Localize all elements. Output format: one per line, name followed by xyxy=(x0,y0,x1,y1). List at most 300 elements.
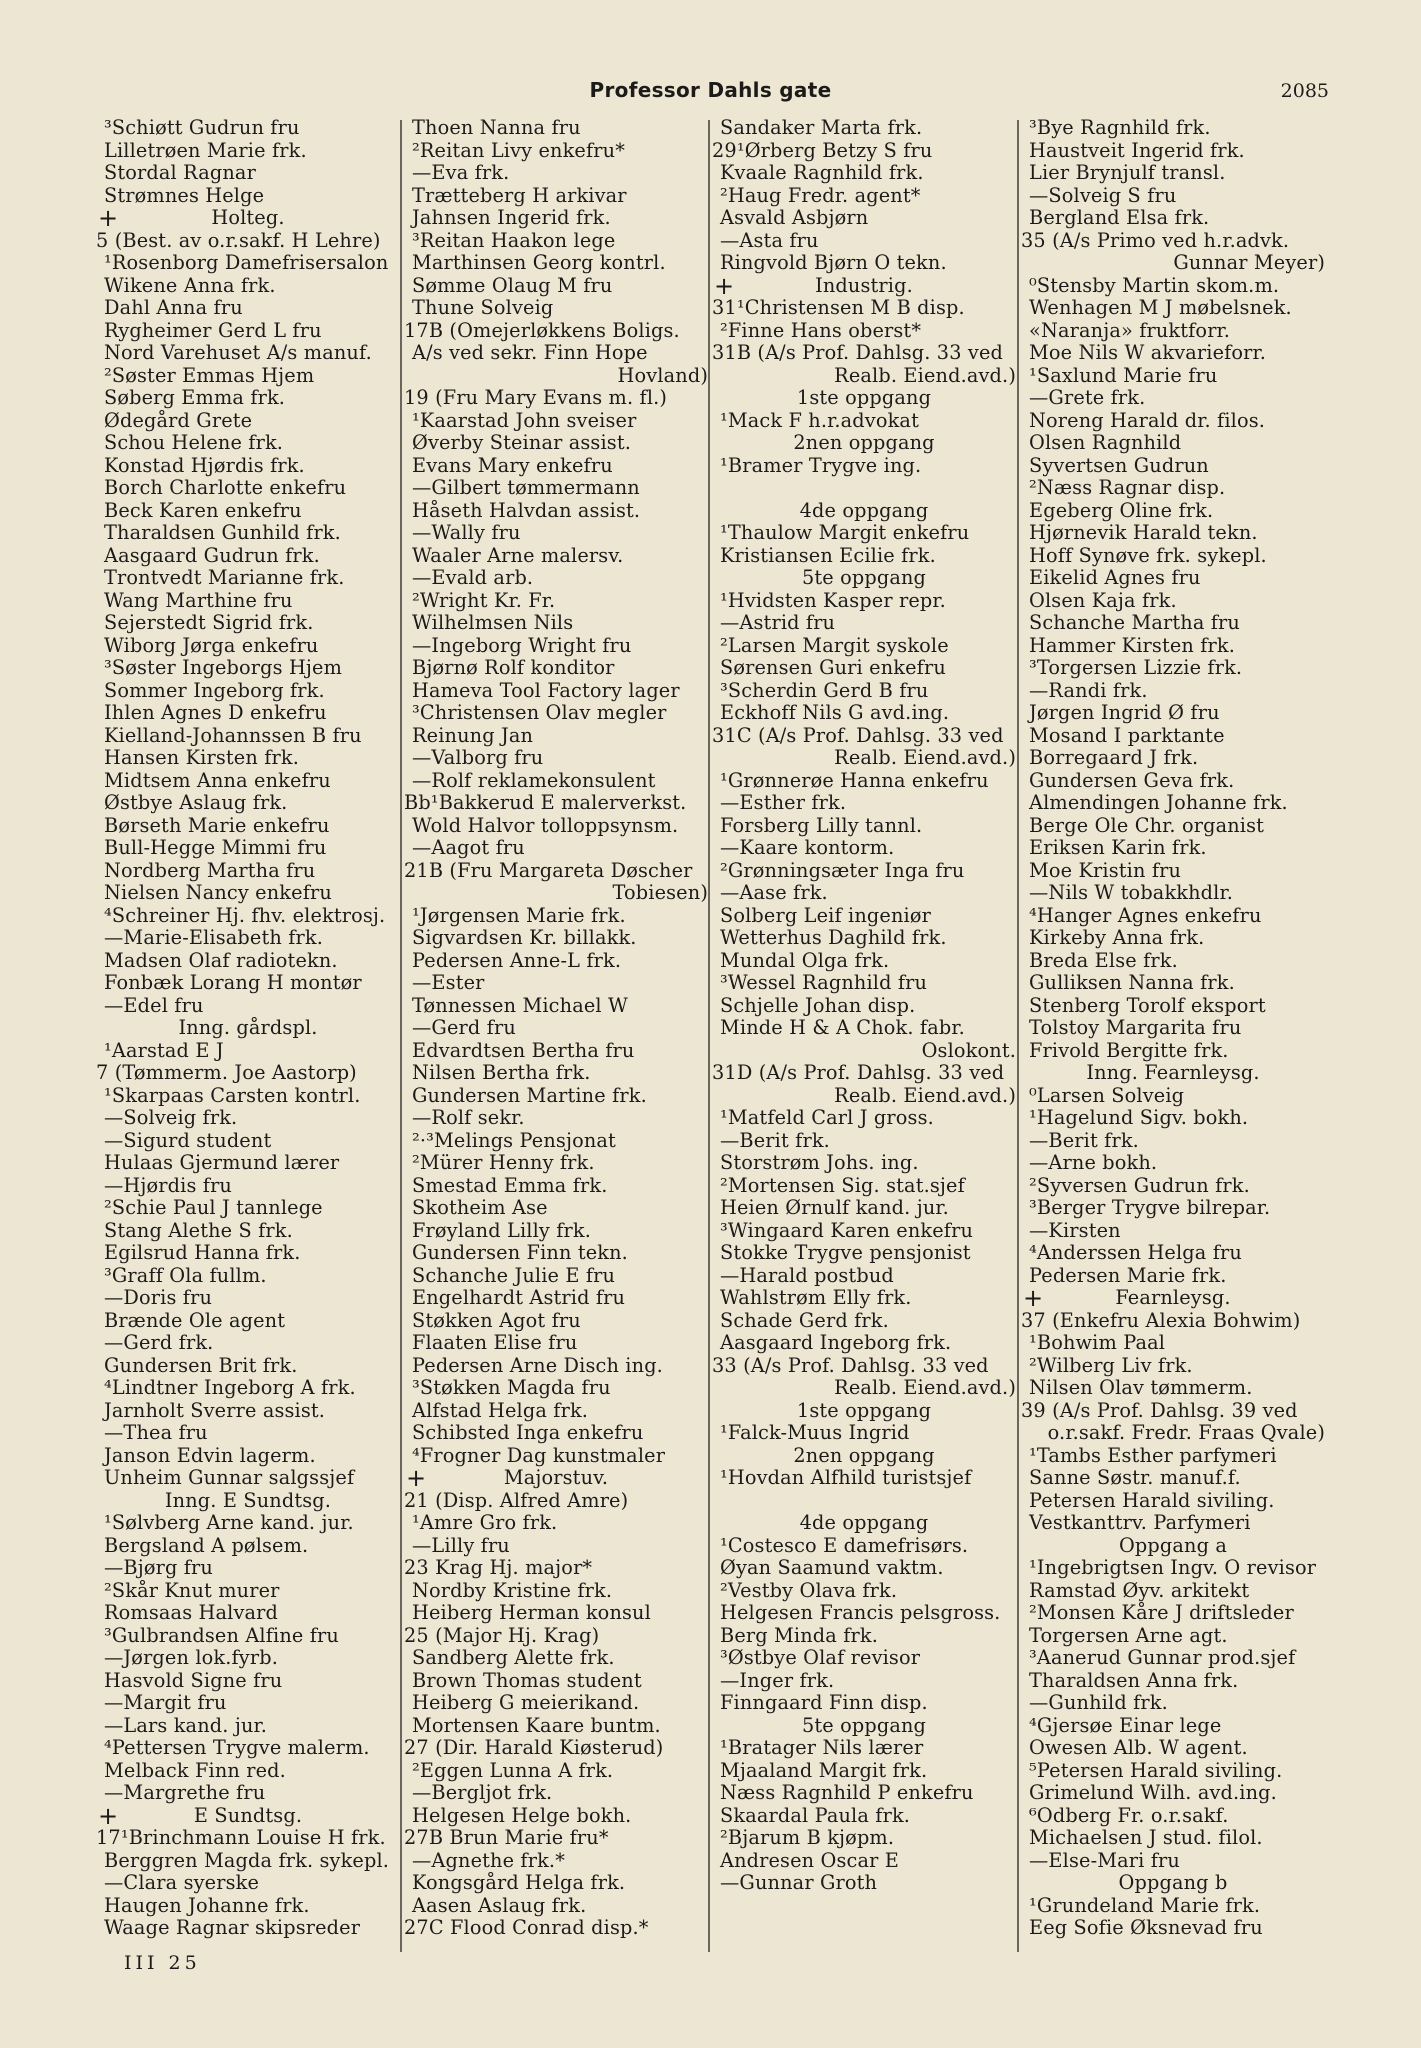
directory-entry: Frøyland Lilly frk. xyxy=(412,1219,591,1242)
directory-entry: Øverby Steinar assist. xyxy=(412,432,632,454)
entry-continuation: Realb. Eiend.avd.) xyxy=(834,1377,1016,1399)
directory-entry: Gundersen Martine frk. xyxy=(412,1084,647,1107)
directory-entry: —Lars kand. jur. xyxy=(104,1714,268,1737)
directory-entry: ²Schie Paul J tannlege xyxy=(104,1197,323,1219)
directory-entry: Haugen Johanne frk. xyxy=(104,1894,310,1917)
directory-entry: Pedersen Marie frk. xyxy=(1029,1264,1227,1287)
directory-entry: ¹Thaulow Margit enkefru xyxy=(720,522,970,544)
directory-entry: ¹Sølvberg Arne kand. jur. xyxy=(104,1512,354,1534)
directory-entry: ³Aanerud Gunnar prod.sjef xyxy=(1029,1647,1296,1669)
directory-entry: Bjørnø Rolf konditor xyxy=(412,657,615,679)
directory-entry: ¹Bratager Nils lærer xyxy=(720,1737,924,1759)
directory-entry: Schanche Julie E fru xyxy=(412,1264,616,1287)
directory-entry: Berge Ole Chr. organist xyxy=(1029,814,1265,837)
directory-entry: —Evald arb. xyxy=(412,567,534,589)
street-number-entry: 25 (Major Hj. Krag) xyxy=(404,1624,600,1647)
directory-entry: —Marie-Elisabeth frk. xyxy=(104,927,323,949)
entry-continuation: Realb. Eiend.avd.) xyxy=(834,1084,1016,1107)
directory-entry: Sandberg Alette frk. xyxy=(412,1647,615,1669)
directory-entry: ²Wilberg Liv frk. xyxy=(1029,1354,1193,1377)
directory-entry: ²Grønningsæter Inga fru xyxy=(720,859,965,882)
directory-entry: Søberg Emma frk. xyxy=(104,387,286,409)
directory-entry: Midtsem Anna enkefru xyxy=(104,769,331,792)
directory-entry: Wikene Anna frk. xyxy=(104,274,276,297)
directory-entry: ³Bye Ragnhild frk. xyxy=(1029,117,1211,139)
entry-continuation: Realb. Eiend.avd.) xyxy=(834,364,1016,387)
directory-entry: Trætteberg H arkivar xyxy=(412,184,627,207)
street-number-entry: 31¹Christensen M B disp. xyxy=(712,297,965,319)
directory-entry: Heien Ørnulf kand. jur. xyxy=(720,1197,949,1219)
street-number-entry: 5 (Best. av o.r.sakf. H Lehre) xyxy=(96,229,381,252)
directory-entry: —Valborg fru xyxy=(412,747,544,769)
directory-entry: Tønnessen Michael W xyxy=(412,994,628,1017)
directory-entry: Breda Else frk. xyxy=(1029,949,1178,972)
directory-entry: —Gerd frk. xyxy=(104,1332,214,1354)
directory-entry: Edvardtsen Bertha fru xyxy=(412,1039,635,1062)
directory-entry: Aasen Aslaug frk. xyxy=(412,1894,587,1917)
directory-entry: Ødegård Grete xyxy=(104,409,253,432)
directory-entry: ²Mortensen Sig. stat.sjef xyxy=(720,1174,965,1197)
directory-entry: —Ingeborg Wright fru xyxy=(412,634,632,657)
cross-street-icon: + xyxy=(714,274,735,297)
directory-entry: ¹Hagelund Sigv. bokh. xyxy=(1029,1107,1249,1129)
directory-entry: Romsaas Halvard xyxy=(104,1602,278,1624)
street-number-entry: 31B (A/s Prof. Dahlsg. 33 ved xyxy=(712,342,1003,364)
directory-column-2 xyxy=(404,117,708,1947)
directory-entry: —Bjørg fru xyxy=(104,1557,213,1579)
directory-entry: Berg Minda frk. xyxy=(720,1624,878,1647)
directory-entry: Olsen Kaja frk. xyxy=(1029,589,1177,612)
directory-entry: Rygheimer Gerd L fru xyxy=(104,319,322,342)
directory-entry: Sømme Olaug M fru xyxy=(412,274,613,297)
directory-entry: Sanne Søstr. manuf.f. xyxy=(1029,1467,1241,1489)
directory-entry: Egeberg Oline frk. xyxy=(1029,499,1214,522)
directory-entry: —Solveig S fru xyxy=(1029,184,1177,207)
directory-entry: Mjaaland Margit frk. xyxy=(720,1759,928,1782)
directory-entry: Hansen Kirsten frk. xyxy=(104,747,299,769)
directory-entry: Stordal Ragnar xyxy=(104,162,256,184)
directory-entry: —Kirsten xyxy=(1029,1219,1121,1242)
directory-entry: Aasgaard Ingeborg frk. xyxy=(720,1332,952,1354)
directory-entry: Frivold Bergitte frk. xyxy=(1029,1039,1229,1062)
directory-entry: Trontvedt Marianne frk. xyxy=(104,567,345,589)
directory-entry: Sigvardsen Kr. billakk. xyxy=(412,927,637,949)
directory-entry: Strømnes Helge xyxy=(104,184,265,207)
directory-entry: Nordberg Martha fru xyxy=(104,859,316,882)
directory-entry: ²Skår Knut murer xyxy=(104,1579,280,1602)
directory-entry: Mortensen Kaare buntm. xyxy=(412,1714,661,1737)
directory-entry: Eeg Sofie Øksnevad fru xyxy=(1029,1917,1263,1939)
directory-entry: Michaelsen J stud. filol. xyxy=(1029,1827,1263,1849)
directory-entry: —Harald postbud xyxy=(720,1264,894,1287)
directory-entry: —Rolf sekr. xyxy=(412,1107,525,1129)
directory-entry: —Thea fru xyxy=(104,1422,208,1444)
directory-entry: Waage Ragnar skipsreder xyxy=(104,1917,361,1939)
directory-entry: Sommer Ingeborg frk. xyxy=(104,679,325,702)
directory-entry: Schanche Martha fru xyxy=(1029,612,1240,634)
directory-entry: Nordby Kristine frk. xyxy=(412,1579,613,1602)
directory-entry: Owesen Alb. W agent. xyxy=(1029,1737,1248,1759)
directory-entry: ³Støkken Magda fru xyxy=(412,1377,611,1399)
directory-entry: ⁰Larsen Solveig xyxy=(1029,1084,1185,1107)
street-number-entry: 39 (A/s Prof. Dahlsg. 39 ved xyxy=(1021,1399,1298,1422)
entry-continuation: Hovland) xyxy=(617,364,708,387)
street-number-entry: 29¹Ørberg Betzy S fru xyxy=(712,139,933,162)
directory-entry: Wang Marthine fru xyxy=(104,589,293,612)
directory-entry: ⁴Lindtner Ingeborg A frk. xyxy=(104,1377,356,1399)
entrance-heading: 5te oppgang xyxy=(801,1714,927,1737)
directory-entry: —Esther frk. xyxy=(720,792,847,814)
directory-entry: Petersen Harald siviling. xyxy=(1029,1489,1275,1512)
directory-entry: Ramstad Øyv. arkitekt xyxy=(1029,1579,1250,1602)
directory-entry: Heiberg Herman konsul xyxy=(412,1602,651,1624)
blank-line xyxy=(712,1490,1016,1513)
directory-entry: «Naranja» fruktforr. xyxy=(1029,319,1231,342)
directory-entry: Torgersen Arne agt. xyxy=(1029,1624,1228,1647)
directory-entry: ¹Grønnerøe Hanna enkefru xyxy=(720,769,989,792)
directory-entry: —Astrid fru xyxy=(720,612,836,634)
directory-entry: ²Næss Ragnar disp. xyxy=(1029,477,1226,499)
directory-entry: ⁴Hanger Agnes enkefru xyxy=(1029,904,1262,927)
directory-entry: ³Wessel Ragnhild fru xyxy=(720,972,928,994)
directory-entry: ¹Kaarstad John sveiser xyxy=(412,409,637,432)
entrance-heading: 4de oppgang xyxy=(799,1512,929,1534)
directory-entry: Helgesen Helge bokh. xyxy=(412,1804,632,1827)
directory-entry: Hoff Synøve frk. sykepl. xyxy=(1029,544,1267,567)
directory-entry: ⁴Gjersøe Einar lege xyxy=(1029,1714,1222,1737)
directory-entry: Janson Edvin lagerm. xyxy=(104,1444,316,1467)
entrance-heading: Oppgang a xyxy=(1118,1534,1228,1557)
directory-column-4 xyxy=(1021,117,1325,1947)
directory-entry: Kvaale Ragnhild frk. xyxy=(720,162,924,184)
directory-entry: —Rolf reklamekonsulent xyxy=(412,769,656,792)
directory-entry: —Gunnar Groth xyxy=(720,1872,878,1894)
directory-entry: Solberg Leif ingeniør xyxy=(720,904,931,927)
entry-continuation: Gunnar Meyer) xyxy=(1173,252,1325,274)
directory-entry: Finngaard Finn disp. xyxy=(720,1692,928,1714)
column-divider xyxy=(1017,120,1019,1952)
directory-entry: Moe Kristin fru xyxy=(1029,859,1182,882)
directory-entry: ⁶Odberg Fr. o.r.sakf. xyxy=(1029,1804,1229,1827)
directory-entry: Unheim Gunnar salgssjef xyxy=(104,1467,355,1489)
directory-entry: ¹Hvidsten Kasper repr. xyxy=(720,589,946,612)
directory-entry: —Gunhild frk. xyxy=(1029,1692,1168,1714)
directory-entry: Hulaas Gjermund lærer xyxy=(104,1152,340,1174)
directory-entry: Pedersen Arne Disch ing. xyxy=(412,1354,663,1377)
street-number-entry: 17B (Omejerløkkens Boligs. xyxy=(404,319,680,342)
directory-entry: Minde H & A Chok. fabr. xyxy=(720,1017,965,1039)
directory-entry: Borch Charlotte enkefru xyxy=(104,477,347,499)
directory-entry: Nilsen Bertha frk. xyxy=(412,1062,591,1084)
directory-entry: Ihlen Agnes D enkefru xyxy=(104,702,327,724)
directory-entry: —Berit frk. xyxy=(720,1129,830,1152)
cross-street-icon: + xyxy=(98,207,119,230)
street-number-entry: 23 Krag Hj. major* xyxy=(404,1557,593,1579)
directory-entry: ²·³Melings Pensjonat xyxy=(412,1129,616,1152)
directory-entry: Olsen Ragnhild xyxy=(1029,432,1182,454)
directory-entry: ¹Mack F h.r.advokat xyxy=(720,409,919,432)
directory-entry: Eckhoff Nils G avd.ing. xyxy=(720,702,950,724)
directory-entry: Gundersen Geva frk. xyxy=(1029,769,1235,792)
directory-entry: Schjelle Johan disp. xyxy=(720,994,916,1017)
directory-entry: Lier Brynjulf transl. xyxy=(1029,162,1226,184)
directory-entry: Kristiansen Ecilie frk. xyxy=(720,544,936,567)
blank-line xyxy=(712,477,1016,500)
directory-entry: —Gilbert tømmermann xyxy=(412,477,640,499)
street-number-entry: 27C Flood Conrad disp.* xyxy=(404,1917,649,1939)
directory-entry: Øyan Saamund vaktm. xyxy=(720,1557,944,1579)
directory-entry: Marthinsen Georg kontrl. xyxy=(412,252,666,274)
directory-entry: —Randi frk. xyxy=(1029,679,1148,702)
directory-entry: ¹Aarstad E J xyxy=(104,1039,224,1062)
directory-entry: Håseth Halvdan assist. xyxy=(412,499,641,522)
street-number-entry: 19 (Fru Mary Evans m. fl.) xyxy=(404,387,668,409)
directory-entry: Ringvold Bjørn O tekn. xyxy=(720,252,947,274)
directory-entry: ³Torgersen Lizzie frk. xyxy=(1029,657,1243,679)
directory-entry: Gulliksen Nanna frk. xyxy=(1029,972,1235,994)
directory-entry: Jarnholt Sverre assist. xyxy=(104,1399,326,1422)
directory-entry: Gundersen Finn tekn. xyxy=(412,1242,628,1264)
directory-entry: —Else-Mari fru xyxy=(1029,1849,1180,1872)
directory-entry: Kirkeby Anna frk. xyxy=(1029,927,1205,949)
directory-entry: Sejerstedt Sigrid frk. xyxy=(104,612,314,634)
directory-entry: Wetterhus Daghild frk. xyxy=(720,927,947,949)
directory-entry: Melback Finn red. xyxy=(104,1759,286,1782)
directory-entry: —Margrethe fru xyxy=(104,1782,266,1804)
directory-entry: Støkken Agot fru xyxy=(412,1309,581,1332)
cross-street-marker: + E Sundtsg. xyxy=(98,1804,303,1827)
directory-entry: ³Gulbrandsen Alfine fru xyxy=(104,1624,339,1647)
street-number-entry: 21B (Fru Margareta Døscher xyxy=(404,859,693,882)
directory-entry: Hammer Kirsten frk. xyxy=(1029,634,1236,657)
directory-entry: ²Larsen Margit syskole xyxy=(720,634,949,657)
entrance-heading: 5te oppgang xyxy=(801,567,927,589)
directory-entry: Østbye Aslaug frk. xyxy=(104,792,288,814)
directory-entry: Eriksen Karin frk. xyxy=(1029,837,1207,859)
directory-entry: Schibsted Inga enkefru xyxy=(412,1422,644,1444)
directory-entry: Tharaldsen Gunhild frk. xyxy=(104,522,341,544)
directory-entry: Evans Mary enkefru xyxy=(412,454,613,477)
directory-entry: —Berit frk. xyxy=(1029,1129,1139,1152)
directory-entry: —Margit fru xyxy=(104,1692,227,1714)
directory-entry: Wiborg Jørga enkefru xyxy=(104,634,319,657)
entrance-heading: 2nen oppgang xyxy=(793,432,935,454)
entry-continuation: Realb. Eiend.avd.) xyxy=(834,747,1016,769)
entry-continuation: Oslokont. xyxy=(921,1039,1016,1062)
directory-entry: Dahl Anna fru xyxy=(104,297,243,319)
street-number-entry: 35 (A/s Primo ved h.r.advk. xyxy=(1021,229,1290,252)
page-footer: III 25 xyxy=(124,1952,201,1974)
directory-entry: ⁴Pettersen Trygve malerm. xyxy=(104,1737,370,1759)
directory-entry: Næss Ragnhild P enkefru xyxy=(720,1782,974,1804)
entry-continuation: o.r.sakf. Fredr. Fraas Qvale) xyxy=(1047,1422,1325,1444)
directory-entry: Hasvold Signe fru xyxy=(104,1669,283,1692)
directory-entry: Wenhagen M J møbelsnek. xyxy=(1029,297,1292,319)
directory-entry: Nielsen Nancy enkefru xyxy=(104,882,332,904)
directory-entry: Tharaldsen Anna frk. xyxy=(1029,1669,1239,1692)
directory-entry: Andresen Oscar E xyxy=(720,1849,899,1872)
entrance-heading: 2nen oppgang xyxy=(793,1444,935,1467)
directory-entry: ³Berger Trygve bilrepar. xyxy=(1029,1197,1271,1219)
page-title: Professor Dahls gate xyxy=(589,78,832,102)
directory-entry: —Eva frk. xyxy=(412,162,510,184)
directory-entry: Eikelid Agnes fru xyxy=(1029,567,1201,589)
directory-entry: Stenberg Torolf eksport xyxy=(1029,994,1266,1017)
directory-entry: ²Haug Fredr. agent* xyxy=(720,184,921,207)
directory-entry: Nilsen Olav tømmerm. xyxy=(1029,1377,1253,1399)
directory-entry: ³Graff Ola fullm. xyxy=(104,1264,267,1287)
directory-entry: —Solveig frk. xyxy=(104,1107,238,1129)
directory-entry: Nord Varehuset A/s manuf. xyxy=(104,342,372,364)
street-number-entry: 31D (A/s Prof. Dahlsg. 33 ved xyxy=(712,1062,1005,1084)
directory-entry: Reinung Jan xyxy=(412,724,534,747)
directory-entry: —Kaare kontorm. xyxy=(720,837,895,859)
directory-entry: —Sigurd student xyxy=(104,1129,272,1152)
entrance-heading: Inng. gårdspl. xyxy=(178,1017,318,1039)
directory-entry: Helgesen Francis pelsgross. xyxy=(720,1602,1001,1624)
entrance-heading: 1ste oppgang xyxy=(796,387,932,409)
directory-entry: —Aase frk. xyxy=(720,882,828,904)
directory-entry: ²Mürer Henny frk. xyxy=(412,1152,595,1174)
street-number-entry: Bb¹Bakkerud E malerverkst. xyxy=(404,792,687,814)
directory-entry: Berggren Magda frk. sykepl. xyxy=(104,1849,390,1872)
entrance-heading: 1ste oppgang xyxy=(796,1399,932,1422)
directory-entry: ¹Jørgensen Marie frk. xyxy=(412,904,626,927)
directory-entry: Hjørnevik Harald tekn. xyxy=(1029,522,1258,544)
directory-entry: Hameva Tool Factory lager xyxy=(412,679,680,702)
directory-entry: —Inger frk. xyxy=(720,1669,835,1692)
directory-entry: Forsberg Lilly tannl. xyxy=(720,814,923,837)
directory-entry: Stokke Trygve pensjonist xyxy=(720,1242,971,1264)
directory-entry: Fonbæk Lorang H montør xyxy=(104,972,362,994)
directory-entry: Sørensen Guri enkefru xyxy=(720,657,946,679)
cross-street-marker: + Majorstuv. xyxy=(406,1467,609,1490)
street-number-entry: 27 (Dir. Harald Kiøsterud) xyxy=(404,1737,664,1759)
directory-entry: —Arne bokh. xyxy=(1029,1152,1158,1174)
directory-entry: ²Syversen Gudrun frk. xyxy=(1029,1174,1250,1197)
directory-entry: ³Scherdin Gerd B fru xyxy=(720,679,929,702)
directory-entry: ³Østbye Olaf revisor xyxy=(720,1647,921,1669)
directory-entry: —Asta fru xyxy=(720,229,819,252)
directory-entry: —Lilly fru xyxy=(412,1534,510,1557)
directory-entry: Grimelund Wilh. avd.ing. xyxy=(1029,1782,1277,1804)
directory-entry: —Nils W tobakkhdlr. xyxy=(1029,882,1234,904)
directory-entry: —Gerd fru xyxy=(412,1017,516,1039)
directory-entry: ¹Ingebrigtsen Ingv. O revisor xyxy=(1029,1557,1317,1579)
column-divider xyxy=(708,120,710,1952)
cross-street-marker: + Holteg. xyxy=(98,207,285,230)
directory-entry: Schou Helene frk. xyxy=(104,432,284,454)
page-header xyxy=(0,78,1421,110)
directory-entry: Engelhardt Astrid fru xyxy=(412,1287,626,1309)
cross-street-marker: + Industrig. xyxy=(714,274,913,297)
column-divider xyxy=(400,120,402,1952)
directory-entry: Haustveit Ingerid frk. xyxy=(1029,139,1245,162)
directory-entry: Madsen Olaf radiotekn. xyxy=(104,949,338,972)
directory-entry: Aasgaard Gudrun frk. xyxy=(104,544,320,567)
entrance-heading: 4de oppgang xyxy=(799,499,929,522)
directory-entry: ²Vestby Olava frk. xyxy=(720,1579,898,1602)
directory-entry: ²Wright Kr. Fr. xyxy=(412,589,556,612)
directory-entry: ¹Amre Gro frk. xyxy=(412,1512,558,1534)
cross-street-marker: + Fearnleysg. xyxy=(1023,1287,1231,1310)
directory-entry: ¹Tambs Esther parfymeri xyxy=(1029,1444,1277,1467)
directory-entry: ⁴Schreiner Hj. fhv. elektrosj. xyxy=(104,904,386,927)
directory-entry: Bergsland A pølsem. xyxy=(104,1534,309,1557)
directory-entry: Waaler Arne malersv. xyxy=(412,544,624,567)
directory-entry: —Agnethe frk.* xyxy=(412,1849,565,1872)
directory-entry: ³Wingaard Karen enkefru xyxy=(720,1219,974,1242)
directory-entry: Smestad Emma frk. xyxy=(412,1174,608,1197)
directory-entry: ³Reitan Haakon lege xyxy=(412,229,616,252)
directory-entry: ³Schiøtt Gudrun fru xyxy=(104,117,300,139)
cross-street-icon: + xyxy=(98,1804,119,1827)
street-number-entry: 21 (Disp. Alfred Amre) xyxy=(404,1489,629,1512)
entry-continuation: Tobiesen) xyxy=(612,882,708,904)
directory-entry: ¹Rosenborg Damefrisersalon xyxy=(104,252,389,274)
cross-street-icon: + xyxy=(1023,1287,1044,1310)
directory-entry: Stang Alethe S frk. xyxy=(104,1219,293,1242)
directory-entry: ⁴Anderssen Helga fru xyxy=(1029,1242,1242,1264)
directory-entry: Skaardal Paula frk. xyxy=(720,1804,911,1827)
directory-entry: Lilletrøen Marie frk. xyxy=(104,139,307,162)
directory-entry: Wahlstrøm Elly frk. xyxy=(720,1287,912,1309)
directory-entry: Sandaker Marta frk. xyxy=(720,117,923,139)
directory-entry: Vestkanttrv. Parfymeri xyxy=(1029,1512,1251,1534)
street-number-entry: 7 (Tømmerm. Joe Aastorp) xyxy=(96,1062,357,1084)
directory-entry: Mosand I parktante xyxy=(1029,724,1225,747)
directory-entry: —Aagot fru xyxy=(412,837,525,859)
directory-entry: Storstrøm Johs. ing. xyxy=(720,1152,919,1174)
directory-entry: Schade Gerd frk. xyxy=(720,1309,889,1332)
directory-column-3 xyxy=(712,117,1016,1947)
entrance-heading: Oppgang b xyxy=(1118,1872,1228,1894)
directory-entry: Brown Thomas student xyxy=(412,1669,642,1692)
directory-entry: ¹Skarpaas Carsten kontrl. xyxy=(104,1084,361,1107)
directory-entry: Pedersen Anne-L frk. xyxy=(412,949,622,972)
directory-entry: Kongsgård Helga frk. xyxy=(412,1872,626,1894)
directory-entry: Konstad Hjørdis frk. xyxy=(104,454,305,477)
directory-entry: ¹Grundeland Marie frk. xyxy=(1029,1894,1261,1917)
directory-entry: ²Søster Emmas Hjem xyxy=(104,364,315,387)
directory-entry: ¹Hovdan Alfhild turistsjef xyxy=(720,1467,972,1489)
directory-entry: Beck Karen enkefru xyxy=(104,499,302,522)
directory-entry: Jahnsen Ingerid frk. xyxy=(412,207,611,229)
directory-entry: Jørgen Ingrid Ø fru xyxy=(1029,702,1220,724)
directory-entry: —Grete frk. xyxy=(1029,387,1146,409)
directory-entry: Thune Solveig xyxy=(412,297,554,319)
entrance-heading: Inng. Fearnleysg. xyxy=(1086,1062,1260,1084)
directory-entry: Tolstoy Margarita fru xyxy=(1029,1017,1242,1039)
directory-entry: —Wally fru xyxy=(412,522,521,544)
directory-entry: Syvertsen Gudrun xyxy=(1029,454,1209,477)
directory-entry: —Hjørdis fru xyxy=(104,1174,233,1197)
directory-entry: ⁰Stensby Martin skom.m. xyxy=(1029,274,1280,297)
directory-entry: ¹Costesco E damefrisørs. xyxy=(720,1534,969,1557)
directory-entry: —Bergljot frk. xyxy=(412,1782,553,1804)
street-number-entry: 33 (A/s Prof. Dahlsg. 33 ved xyxy=(712,1354,989,1377)
entrance-heading: Inng. E Sundtsg. xyxy=(164,1489,332,1512)
directory-entry: Børseth Marie enkefru xyxy=(104,814,330,837)
directory-entry: ⁵Petersen Harald siviling. xyxy=(1029,1759,1283,1782)
directory-entry: Thoen Nanna fru xyxy=(412,117,581,139)
directory-entry: ³Søster Ingeborgs Hjem xyxy=(104,657,343,679)
directory-entry: A/s ved sekr. Finn Hope xyxy=(412,342,648,364)
directory-entry: ¹Bramer Trygve ing. xyxy=(720,454,922,477)
directory-entry: Bull-Hegge Mimmi fru xyxy=(104,837,327,859)
directory-entry: ⁴Frogner Dag kunstmaler xyxy=(412,1444,666,1467)
street-number-entry: 37 (Enkefru Alexia Bohwim) xyxy=(1021,1309,1301,1332)
